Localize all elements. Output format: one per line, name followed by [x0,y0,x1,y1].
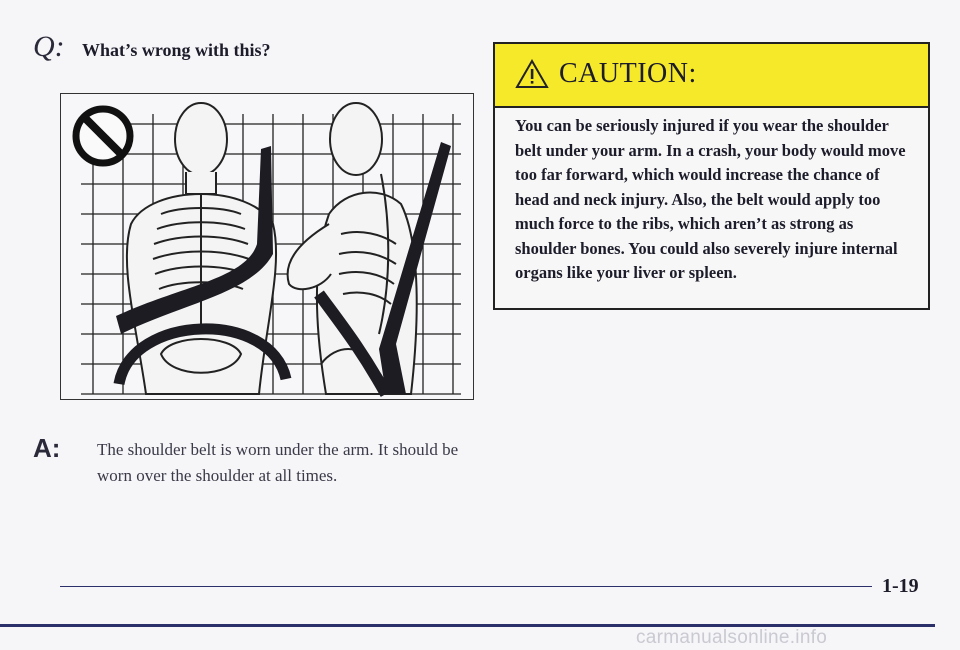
caution-header [495,44,928,108]
caution-title: CAUTION: [559,58,697,89]
caution-box [493,42,930,310]
side-view-figure [288,103,417,394]
footer-rule [60,586,872,587]
question-text: What’s wrong with this? [82,40,271,60]
prohibited-icon [76,109,130,163]
warning-triangle-icon [515,58,549,90]
seatbelt-illustration [60,93,474,400]
answer-label: A: [33,433,61,463]
question-label: Q: [33,30,65,63]
watermark: carmanualsonline.info [636,627,828,648]
page-number: 1-19 [882,575,919,597]
answer-text: The shoulder belt is worn under the arm. It should be worn over the shoulder at all times. [97,440,459,485]
caution-text: You can be seriously injured if you wear the shoulder belt under your arm. In a crash, your body would move too far forward, which would increase the chance of head and neck injury. Also, the belt would apply too much force to the ribs, which aren’t as strong as shoulder bones. You could also severely injure internal organs like your liver or spleen. [515,116,906,282]
skeleton-drawing [61,94,473,399]
